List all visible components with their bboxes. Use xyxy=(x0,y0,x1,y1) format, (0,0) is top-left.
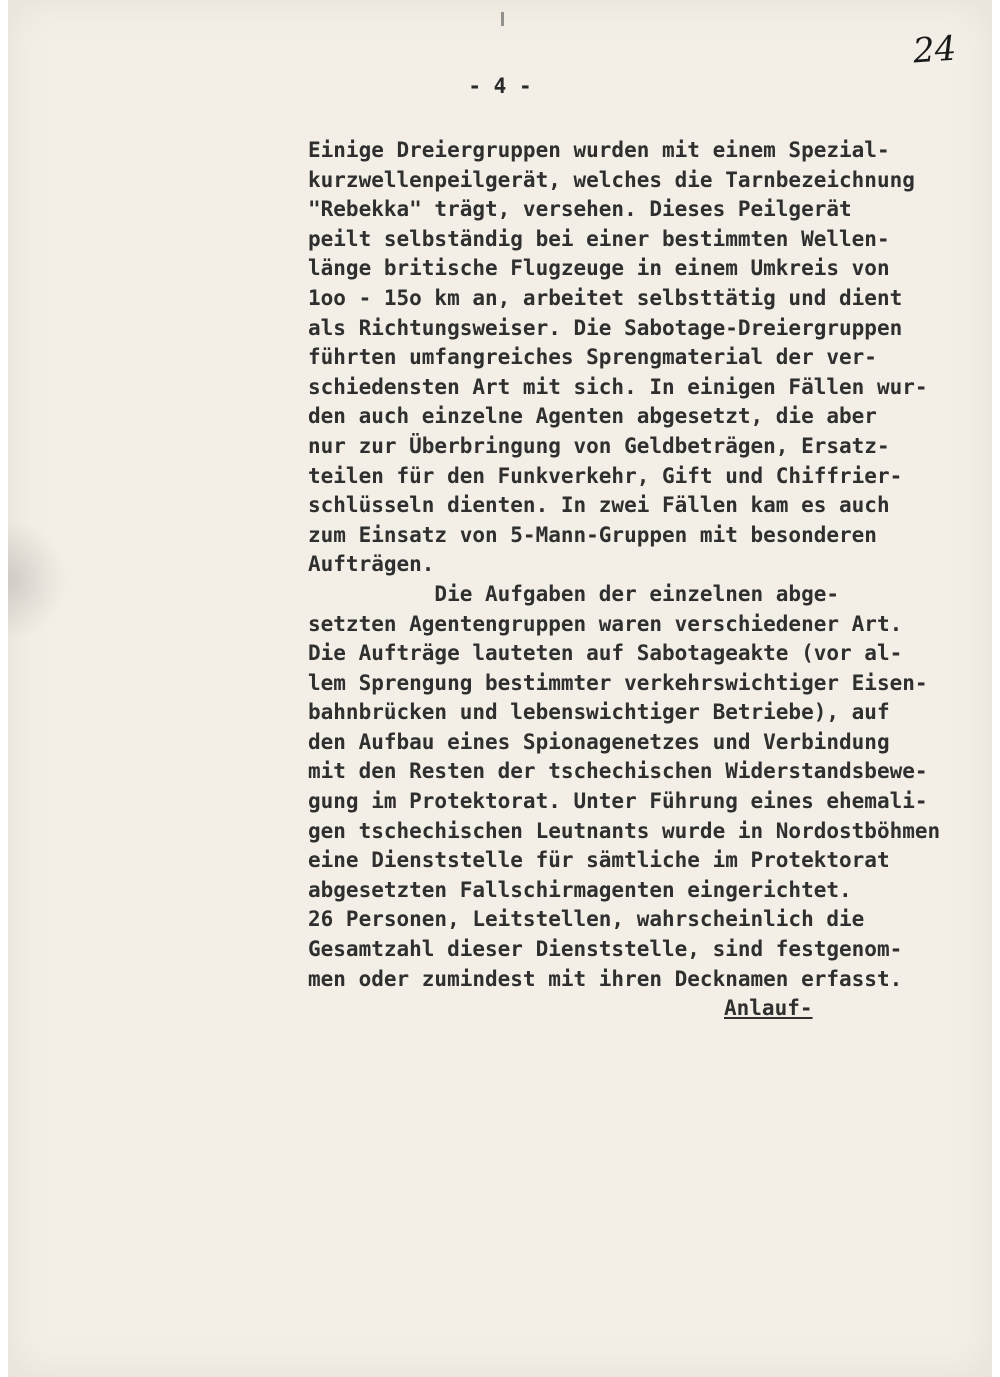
text-line: zum Einsatz von 5-Mann-Gruppen mit besonderen xyxy=(308,522,877,547)
text-line: 1oo - 15o km an, arbeitet selbsttätig und dient xyxy=(308,285,903,310)
text-line: kurzwellenpeilgerät, welches die Tarnbezeichnung xyxy=(308,167,915,192)
text-line: Die Aufträge lauteten auf Sabotageakte (vor al- xyxy=(308,641,903,666)
text-line: 26 Personen, Leitstellen, wahrscheinlich die xyxy=(308,907,865,932)
page-number: - 4 - xyxy=(468,74,532,98)
text-line: führten umfangreiches Sprengmaterial der ver- xyxy=(308,345,877,370)
text-line: "Rebekka" trägt, versehen. Dieses Peilgerät xyxy=(308,197,852,222)
text-line: schlüsseln dienten. In zwei Fällen kam es auch xyxy=(308,493,890,518)
text-line: eine Dienststelle für sämtliche im Protektorat xyxy=(308,848,890,873)
text-line: Die Aufgaben der einzelnen abge- xyxy=(308,581,840,606)
catchword: Anlauf- xyxy=(724,996,813,1020)
text-line: teilen für den Funkverkehr, Gift und Chiffrier- xyxy=(308,463,903,488)
text-line: schiedensten Art mit sich. In einigen Fällen wur- xyxy=(308,374,928,399)
text-line: gen tschechischen Leutnants wurde in Nordostböhmen xyxy=(308,818,941,843)
text-line: den Aufbau eines Spionagenetzes und Verbindung xyxy=(308,729,890,754)
text-line: mit den Resten der tschechischen Widerstandsbewe- xyxy=(308,759,928,784)
text-line: men oder zumindest mit ihren Decknamen erfasst. xyxy=(308,966,903,991)
text-line: als Richtungsweiser. Die Sabotage-Dreiergruppen xyxy=(308,315,903,340)
document-page xyxy=(8,0,992,1377)
text-line: den auch einzelne Agenten abgesetzt, die aber xyxy=(308,404,877,429)
text-line: abgesetzten Fallschirmagenten eingerichtet. xyxy=(308,877,852,902)
text-line: peilt selbständig bei einer bestimmten Wellen- xyxy=(308,226,890,251)
text-line: gung im Protektorat. Unter Führung eines ehemali- xyxy=(308,789,928,814)
text-line: lem Sprengung bestimmter verkehrswichtiger Eisen- xyxy=(308,670,928,695)
text-line: Gesamtzahl dieser Dienststelle, sind festgenom- xyxy=(308,937,903,962)
ink-mark xyxy=(501,12,504,26)
text-line: setzten Agentengruppen waren verschiedener Art. xyxy=(308,611,903,636)
text-line: Aufträgen. xyxy=(308,552,435,577)
text-line: länge britische Flugzeuge in einem Umkreis von xyxy=(308,256,890,281)
paper-stain xyxy=(8,520,68,640)
paragraph-2 xyxy=(308,580,948,994)
folio-number: 24 xyxy=(911,28,958,72)
paragraph-1 xyxy=(308,136,948,580)
text-line: bahnbrücken und lebenswichtiger Betriebe), auf xyxy=(308,700,890,725)
body-text xyxy=(308,136,948,994)
text-line: nur zur Überbringung von Geldbeträgen, Ersatz- xyxy=(308,433,890,458)
text-line: Einige Dreiergruppen wurden mit einem Spezial- xyxy=(308,138,890,162)
